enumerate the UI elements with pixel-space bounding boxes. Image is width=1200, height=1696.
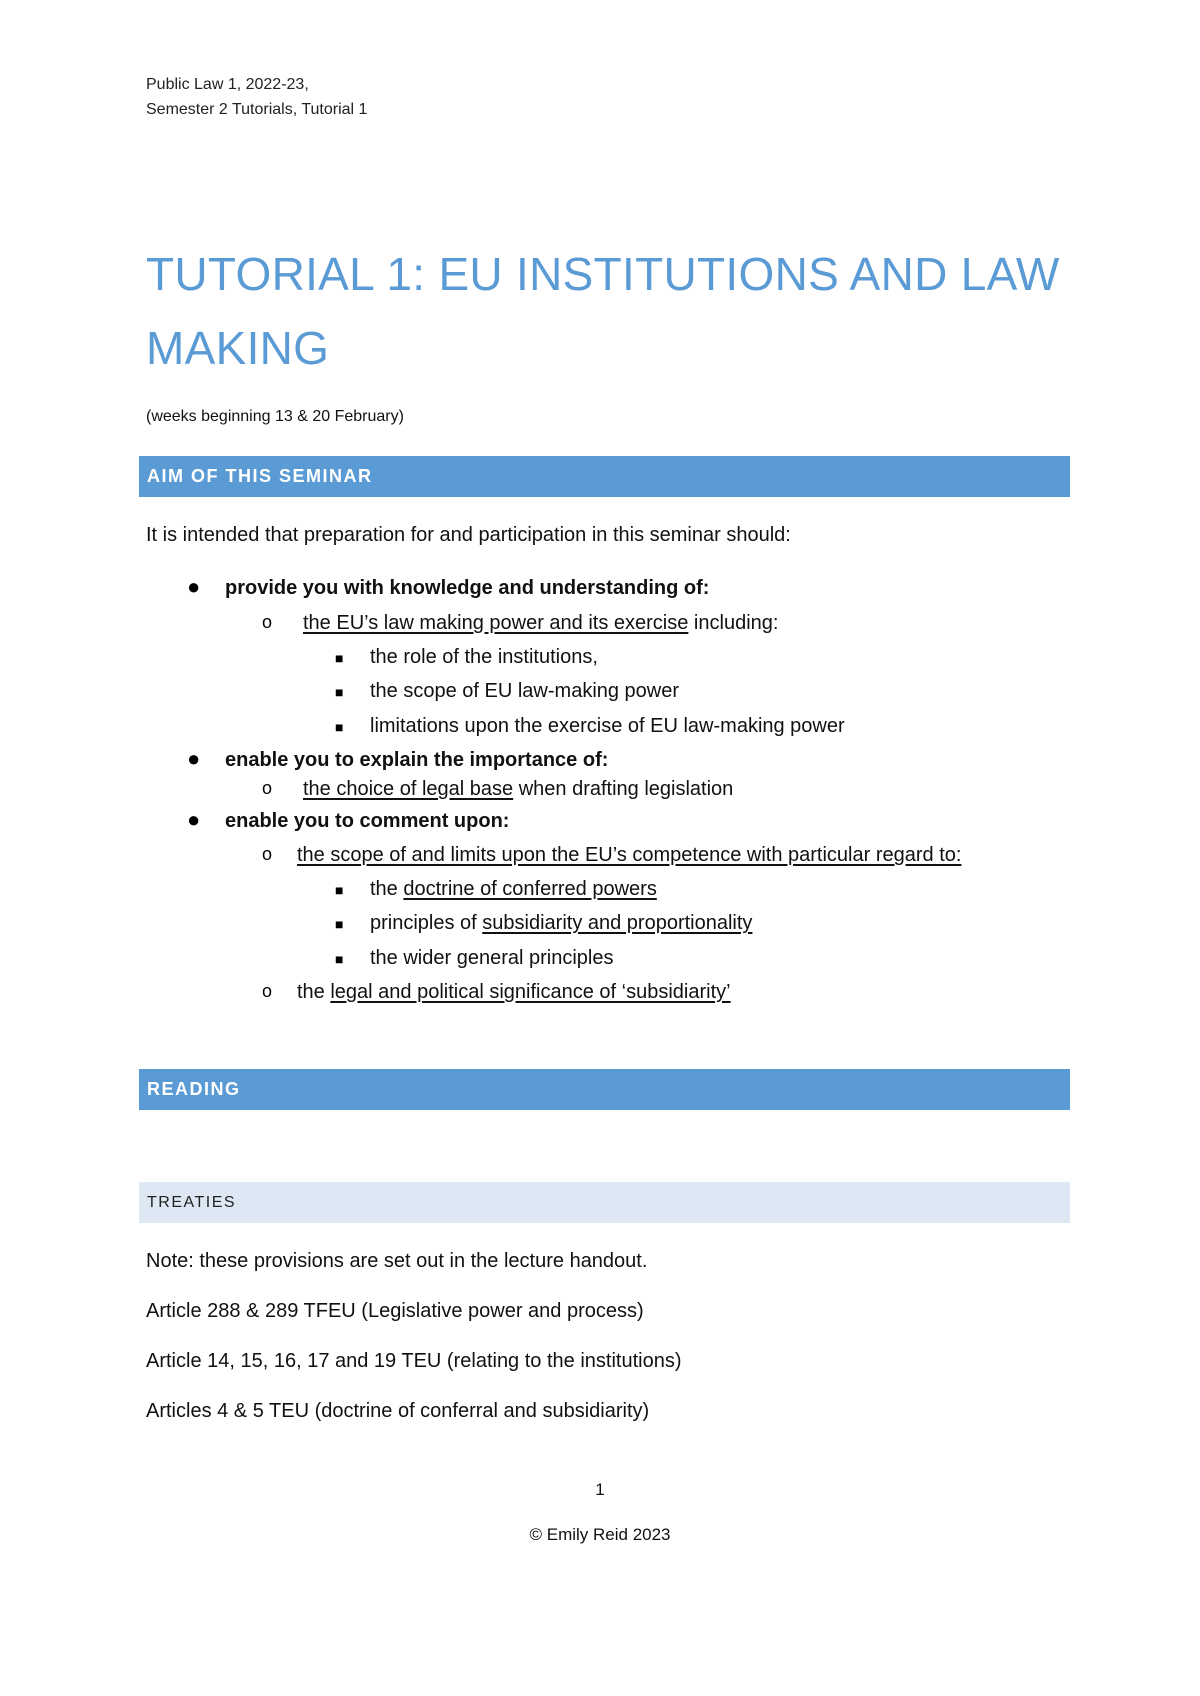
square-bullet-icon: ■ [335,916,344,932]
page-header [146,72,367,122]
square-bullet-icon: ■ [335,951,344,967]
list-item: the choice of legal base when drafting legislation [303,778,734,800]
circle-bullet-icon: o [262,778,273,798]
aim-heading: AIM OF THIS SEMINAR [139,456,1070,497]
bullet-icon: ● [187,746,201,771]
header-course: Public Law 1, 2022-23, [146,76,309,93]
page-title: TUTORIAL 1: EU INSTITUTIONS AND LAW MAKING [146,248,1060,374]
treaties-heading: TREATIES [139,1182,1070,1223]
reading-item: Articles 4 & 5 TEU (doctrine of conferral and subsidiarity) [146,1400,650,1422]
list-item: the role of the institutions, [370,646,598,668]
header-tutorial: Semester 2 Tutorials, Tutorial 1 [146,101,368,118]
bullet-icon: ● [187,807,201,832]
list-item: provide you with knowledge and understanding of: [225,577,710,599]
list-item: principles of subsidiarity and proportionality [370,912,753,934]
list-item: the scope of and limits upon the EU’s competence with particular regard to: [297,844,962,866]
reading-note: Note: these provisions are set out in the lecture handout. [146,1250,648,1272]
reading-heading: READING [139,1069,1070,1110]
bullet-icon: ● [187,574,201,599]
page-subtitle: (weeks beginning 13 & 20 February) [146,408,404,425]
square-bullet-icon: ■ [335,719,344,735]
list-item: the doctrine of conferred powers [370,878,657,900]
square-bullet-icon: ■ [335,684,344,700]
list-item: limitations upon the exercise of EU law-making power [370,715,845,737]
reading-item: Article 288 & 289 TFEU (Legislative power and process) [146,1300,644,1322]
square-bullet-icon: ■ [335,650,344,666]
aim-intro: It is intended that preparation for and participation in this seminar should: [146,524,791,546]
circle-bullet-icon: o [262,844,273,864]
reading-item: Article 14, 15, 16, 17 and 19 TEU (relating to the institutions) [146,1350,682,1372]
list-item: the wider general principles [370,947,614,969]
list-item: the legal and political significance of ‘subsidiarity’ [297,981,731,1003]
copyright-notice: © Emily Reid 2023 [529,1525,671,1544]
list-item: the scope of EU law-making power [370,680,680,702]
circle-bullet-icon: o [262,612,273,632]
list-item: the EU’s law making power and its exercise including: [303,612,779,634]
circle-bullet-icon: o [262,981,273,1001]
list-item: enable you to explain the importance of: [225,749,609,771]
square-bullet-icon: ■ [335,882,344,898]
list-item: enable you to comment upon: [225,810,510,832]
page-number: 1 [595,1480,605,1499]
